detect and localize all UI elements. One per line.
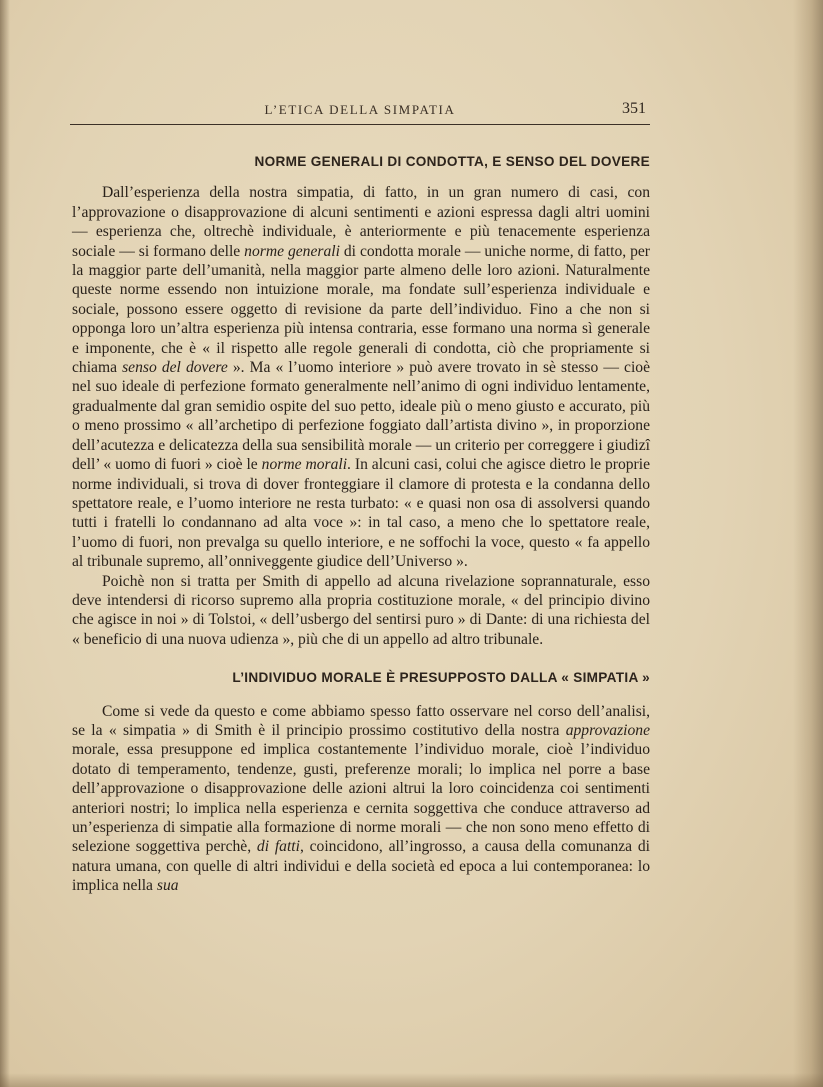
- text-run: , coincidono, all’ingrosso, a causa della comunanza di natura umana, con quelle di altri individui e della società ed epoca a lui contemporanea: lo implica nella: [72, 838, 651, 895]
- section-heading-norme-generali: NORME GENERALI DI CONDOTTA, E SENSO DEL DOVERE: [254, 154, 650, 169]
- running-header: [70, 100, 650, 126]
- italic-text-run: di fatti: [256, 838, 300, 856]
- italic-text-run: sua: [156, 877, 179, 895]
- page-edge-shadow-left: [0, 0, 10, 1087]
- running-title: L’ETICA DELLA SIMPATIA: [264, 102, 456, 117]
- italic-text-run: approvazione: [565, 721, 650, 739]
- page-edge-shadow-right: [793, 0, 823, 1087]
- text-run: ». Ma « l’uomo interiore » può avere trovato in sè stesso — cioè nel suo ideale di perfezione formato generalmente nell’animo di ogni individuo lentamente, gradualmente dal gran semidio ospite del suo petto, ideale più o meno giusto e accurato, più o meno prossimo « all’archetipo di perfezione foggiato dall’artista divino », in proporzione dell’acutezza e delicatezza della sua sensibilità morale — un criterio per correggere i giudizî dell’ « uomo di fuori » cioè le: [72, 359, 650, 474]
- section-heading-individuo-morale: L’INDIVIDUO MORALE È PRESUPPOSTO DALLA « SIMPATIA »: [232, 670, 650, 686]
- text-run: morale, essa presuppone ed implica costantemente l’individuo morale, cioè l’individuo dotato di temperamento, tendenze, gusti, preferenze morali; lo implica nel porre a base dell’approvazione o disapprovazione delle azioni altrui la loro coincidenza coi sentimenti anteriori nostri; lo implica nella esperienza e cernita soggettiva che conduce attraverso ad un’esperienza di simpatie alla formazione di norme morali — che non sono meno effetto di selezione soggettiva perchè,: [72, 741, 650, 856]
- page-edge-shadow-bottom: [0, 1073, 823, 1087]
- text-run: . In alcuni casi, colui che agisce dietro le proprie norme individuali, si trova di dover fronteggiare il clamore di protesta e la condanna dello spettatore reale, e l’uomo interiore ne resta turbato: « e quasi non osa di assolversi quando tutti i fratelli lo condannano ad alta voce »: in tal caso, a meno che lo spettatore reale, l’uomo di fuori, non prevalga su quello interiore, e ne soffochi la voce, questo « fa appello al tribunale supremo, all’onniveggente giudice dell’Universo ».: [72, 456, 651, 571]
- text-run: Dall’esperienza della nostra simpatia, di fatto, in un gran numero di casi, con l’approvazione o disapprovazione di alcuni sentimenti e azioni espressa dagli altri uomini — esperienza che, oltrechè individuale, è anteriormente e più tenacemente esperienza sociale — si formano delle: [72, 184, 650, 260]
- text-run: di condotta morale — uniche norme, di fatto, per la maggior parte dell’umanità, nella maggior parte almeno delle loro azioni. Naturalmente queste norme essendo non intuizione morale, ma fondate sull’esperienza individuale e sociale, possono essere oggetto di revisione da parte dell’individuo. Fino a che non si opponga loro un’altra esperienza più intensa contraria, esse formano una norma sì generale e imponente, che è « il rispetto alle regole generali di condotta, ciò che propriamente si chiama: [72, 242, 650, 377]
- page-number: 351: [622, 100, 646, 117]
- paragraph: [72, 572, 650, 650]
- page-body: [72, 152, 650, 896]
- header-rule: [70, 124, 650, 125]
- italic-text-run: norme generali: [244, 242, 340, 260]
- paragraph: [72, 702, 650, 896]
- italic-text-run: senso del dovere: [122, 359, 228, 377]
- text-run: Come si vede da questo e come abbiamo spesso fatto osservare nel corso dell’analisi, se la « simpatia » di Smith è il principio prossimo costitutivo della nostra: [72, 702, 650, 739]
- text-run: Poichè non si tratta per Smith di appello ad alcuna rivelazione soprannaturale, esso deve intendersi di ricorso supremo alla propria costituzione morale, « del principio divino che agisce in noi » di Tolstoi, « dell’usbergo del sentirsi puro » di Dante: di una richiesta del « beneficio di una nuova udienza », più che di un appello ad altro tribunale.: [72, 572, 650, 648]
- paragraph: [72, 183, 650, 571]
- italic-text-run: norme morali: [261, 456, 348, 474]
